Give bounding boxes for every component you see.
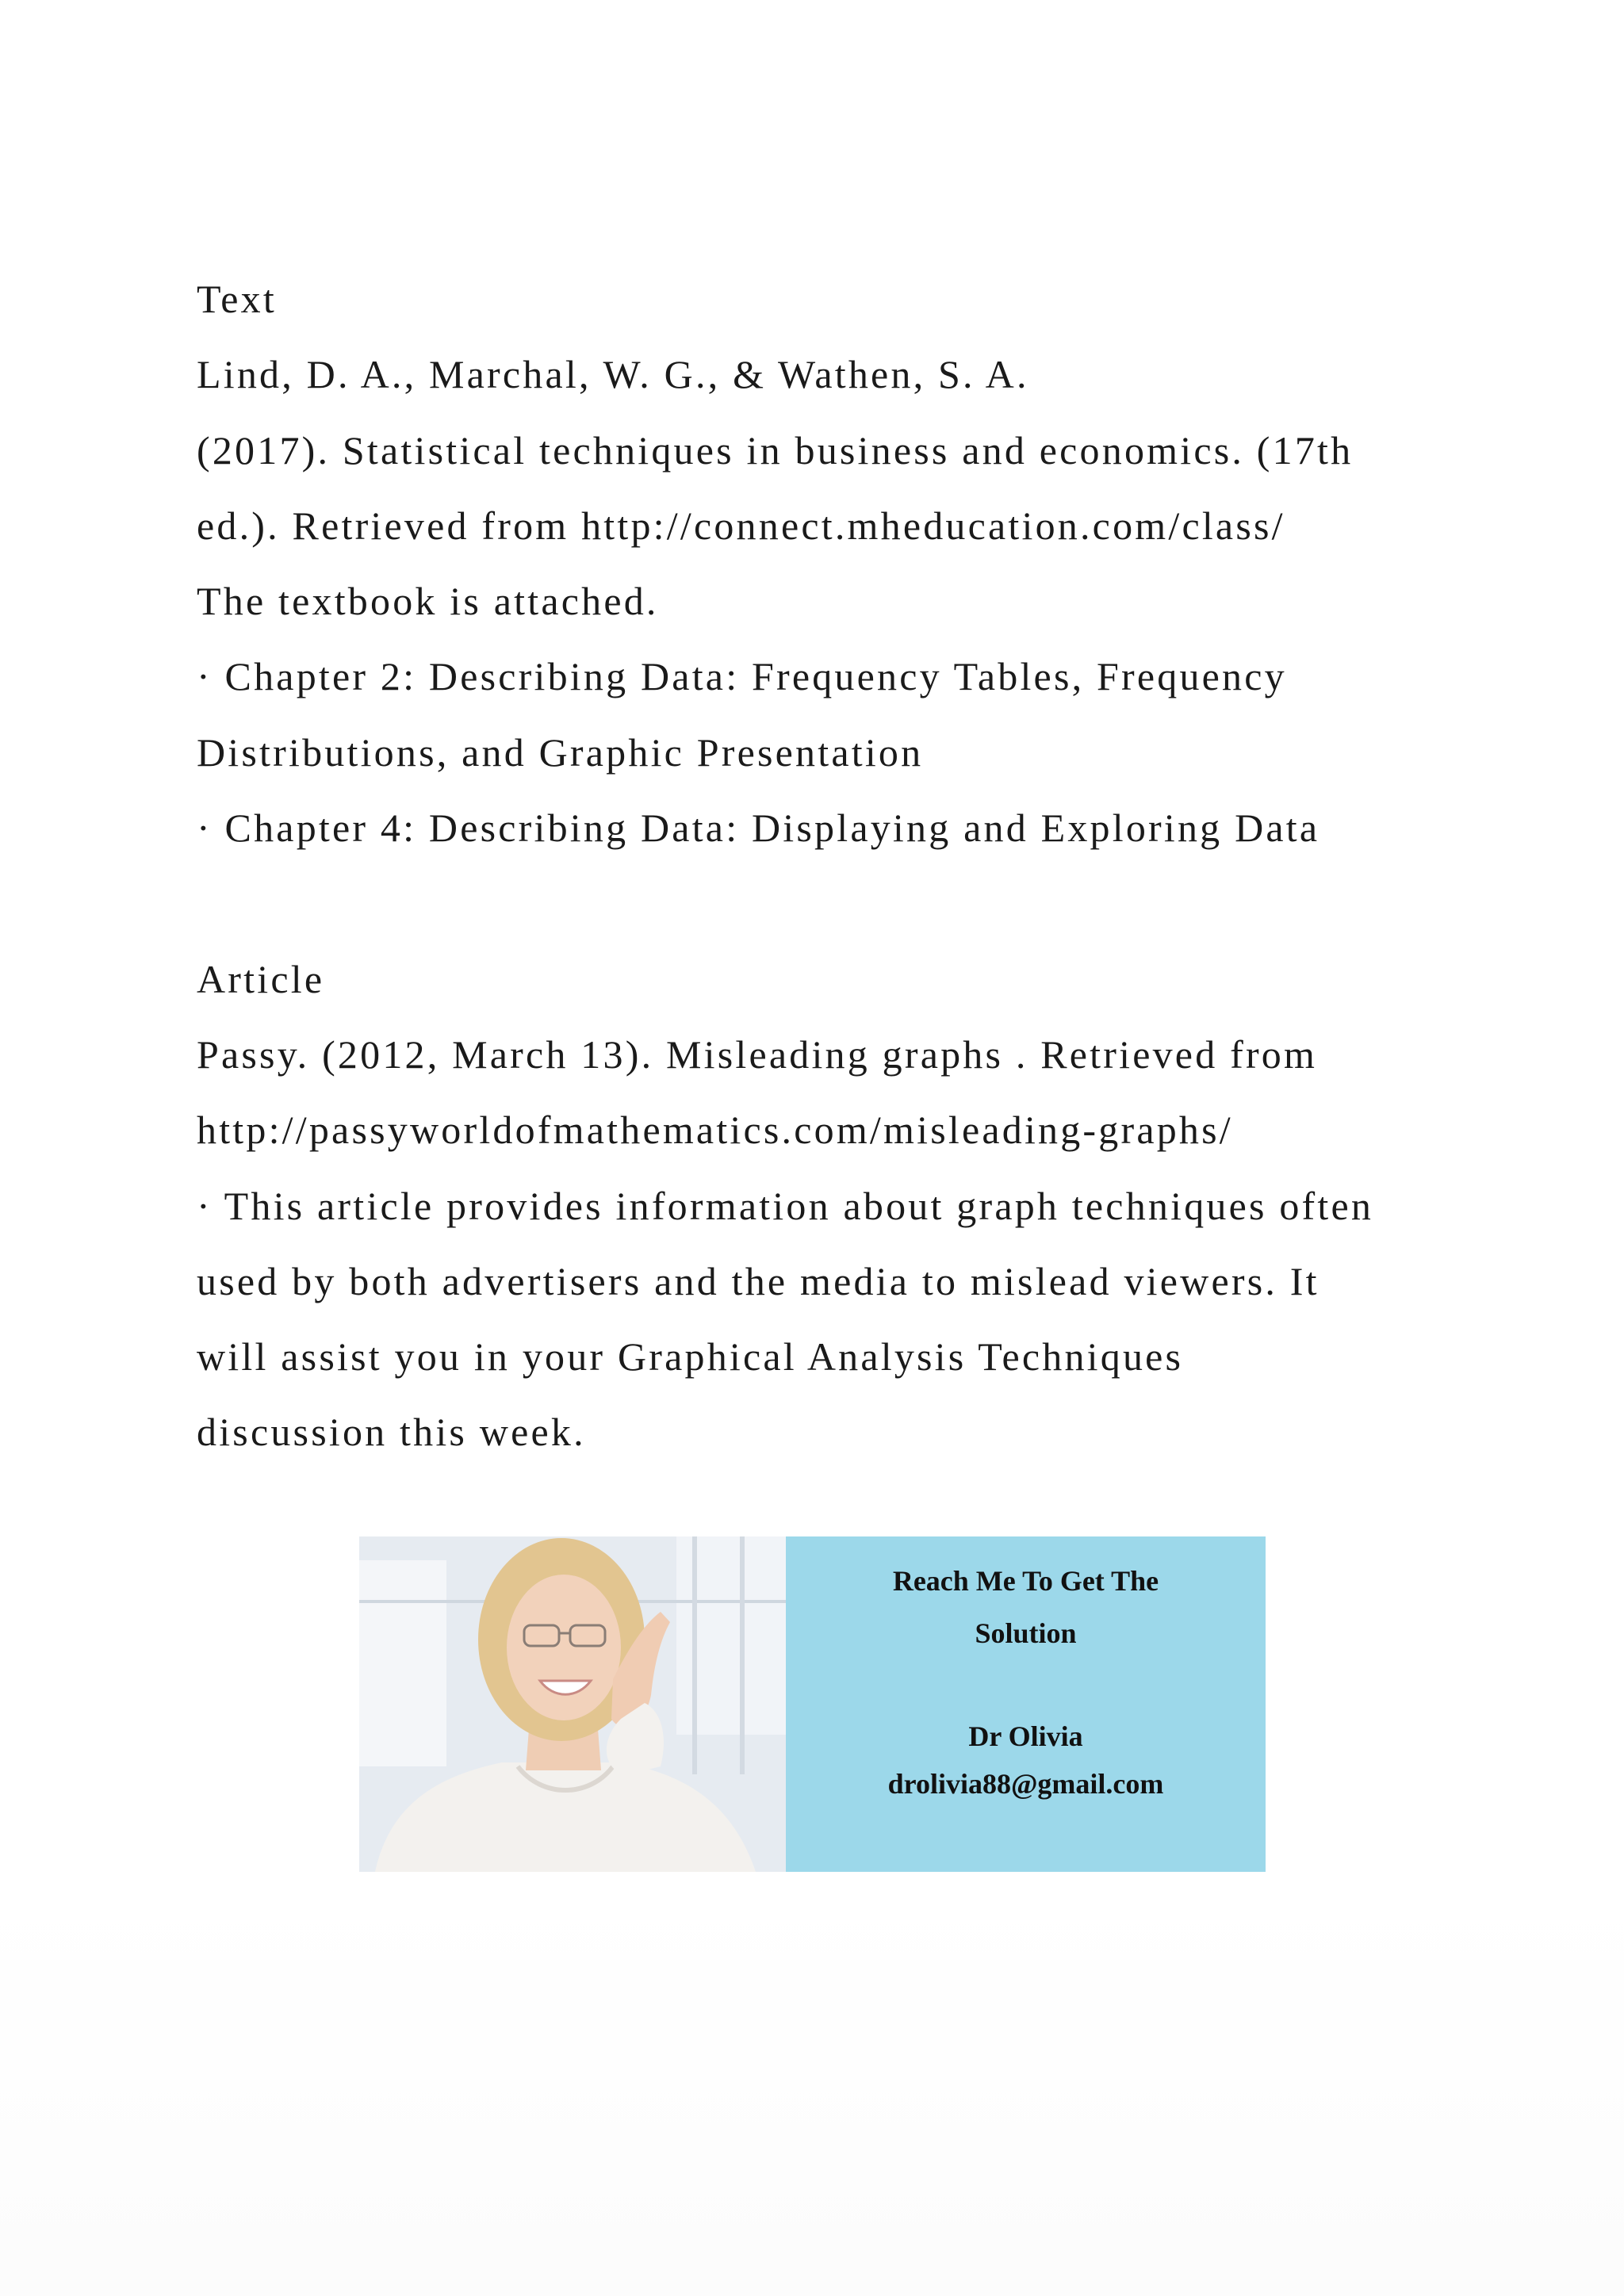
- bullet-line: will assist you in your Graphical Analysis Techniques: [197, 1334, 1184, 1380]
- citation-line: Lind, D. A., Marchal, W. G., & Wathen, S. A.: [197, 352, 1029, 397]
- citation-line: (2017). Statistical techniques in business and economics. (17th: [197, 427, 1354, 473]
- blank-line: [197, 866, 1481, 941]
- section-heading-text: Text: [197, 277, 277, 321]
- document-body: [197, 262, 1481, 1471]
- bullet-line: · Chapter 4: Describing Data: Displaying and Exploring Data: [197, 806, 1320, 851]
- woman-photo-illustration: [359, 1536, 786, 1872]
- bullet-line: used by both advertisers and the media to mislead viewers. It: [197, 1258, 1320, 1303]
- banner-subheadline: Solution: [975, 1617, 1077, 1649]
- banner-contact-panel: [786, 1536, 1266, 1872]
- body-line: The textbook is attached.: [197, 579, 659, 624]
- banner-headline: Reach Me To Get The: [892, 1565, 1159, 1597]
- bullet-line: Distributions, and Graphic Presentation: [197, 729, 924, 775]
- banner-name: Dr Olivia: [968, 1720, 1083, 1752]
- section-heading-article: Article: [197, 956, 325, 1001]
- citation-line: http://passyworldofmathematics.com/misleading-graphs/: [197, 1108, 1233, 1153]
- banner-photo: [359, 1536, 786, 1872]
- banner-email: drolivia88@gmail.com: [887, 1768, 1164, 1800]
- bullet-line: discussion this week.: [197, 1410, 586, 1455]
- citation-line: ed.). Retrieved from http://connect.mheducation.com/class/: [197, 503, 1285, 548]
- citation-line: Passy. (2012, March 13). Misleading graphs . Retrieved from: [197, 1031, 1318, 1077]
- contact-banner: [359, 1536, 1266, 1872]
- bullet-line: · Chapter 2: Describing Data: Frequency Tables, Frequency: [197, 654, 1287, 699]
- page-bottom-area: [0, 1887, 1624, 2296]
- bullet-line: · This article provides information about graph techniques often: [197, 1183, 1374, 1228]
